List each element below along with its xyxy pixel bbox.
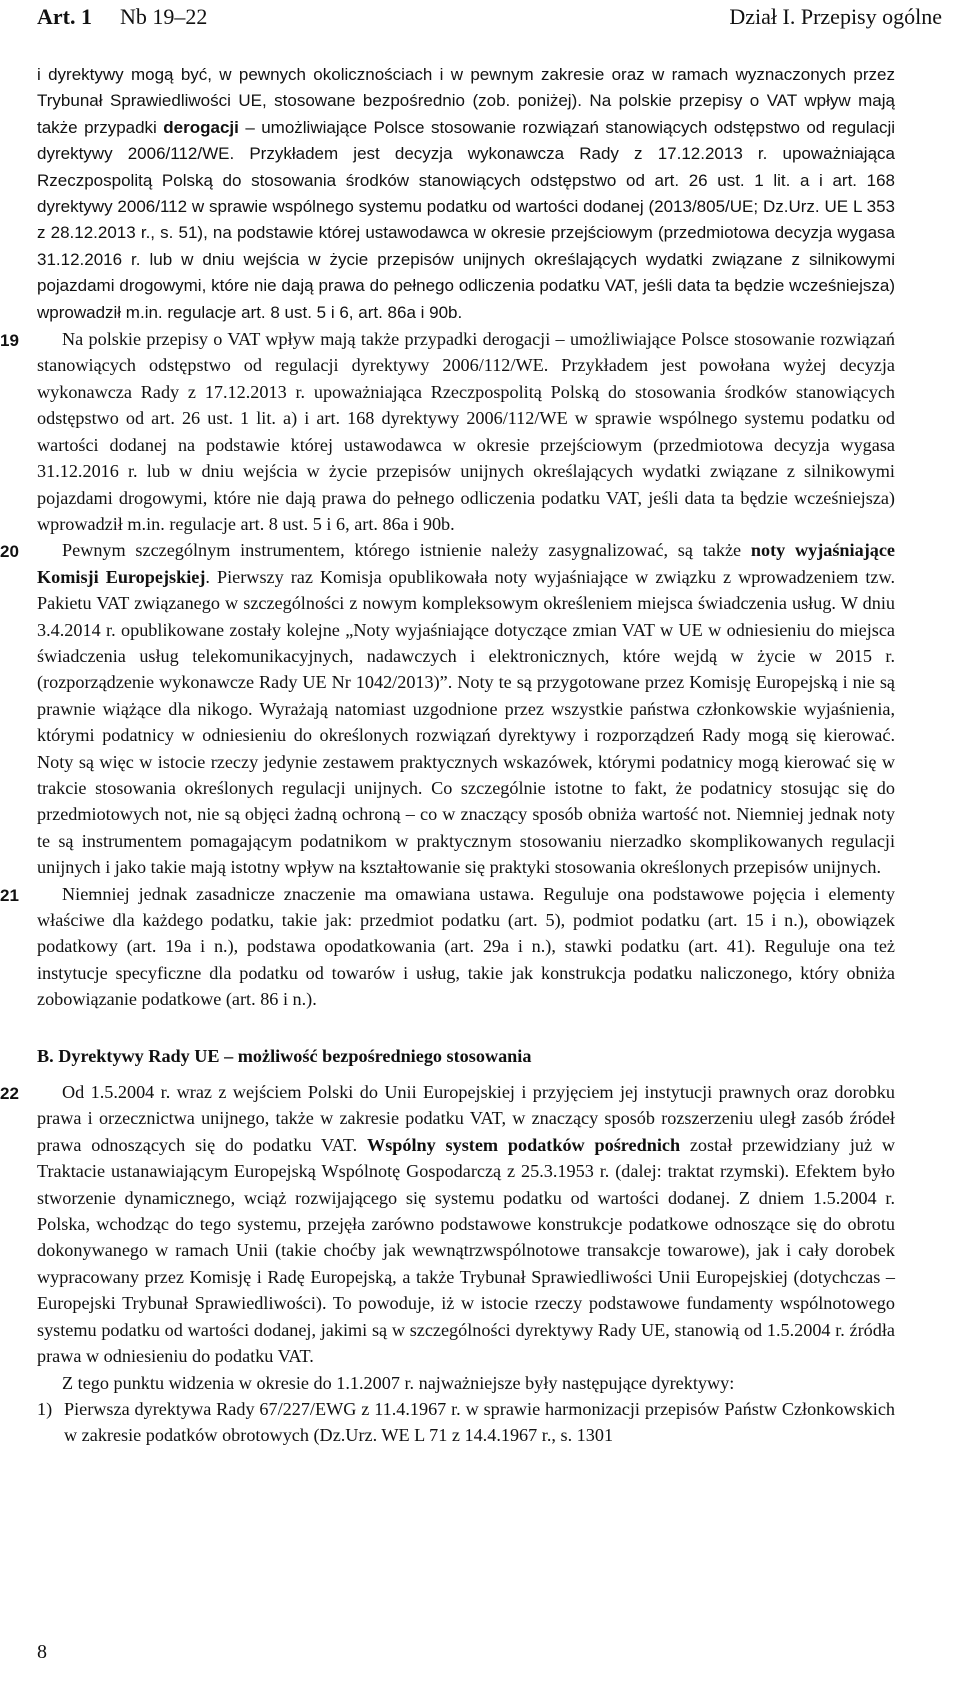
paragraph-22-list-intro: Z tego punktu widzenia w okresie do 1.1.2007 r. najważniejsze były następujące dyrektywy:	[62, 1372, 735, 1393]
page-number: 8	[37, 1641, 47, 1663]
intro-text-a: i dyrektywy mogą być, w pewnych okolicznościach i w pewnym zakresie oraz w ramach wyznaczonych przez Trybunał Sprawiedliwości UE, stosowane bezpośrednio (zob. poniżej). Na polskie przepisy o VAT wpływ mają także przypadki	[37, 65, 895, 137]
running-header	[0, 0, 960, 46]
intro-paragraph	[37, 62, 895, 326]
paragraph-20-text-a: Pewnym szczególnym instrumentem, którego istnienie należy zasygnalizować, są także	[62, 540, 751, 561]
intro-text-c: – umożliwiające Polsce stosowanie rozwiązań stanowiących odstępstwo od regulacji dyrektywy 2006/112/WE. Przykładem jest decyzja wykonawcza Rady z 17.12.2013 r. upoważniająca Rzeczpospolitą Polską do stosowania środków stanowiących odstępstwo od art. 26 ust. 1 lit. a i art. 168 dyrektywy 2006/112 w sprawie wspólnego systemu podatku od wartości dodanej (2013/805/UE; Dz.Urz. UE L 353 z 28.12.2013 r., s. 51), na podstawie której ustawodawca w okresie przejściowym (przedmiotowa decyzja wygasa 31.12.2016 r. lub w dniu wejścia w życie przepisów unijnych określających wydatki związane z silnikowymi pojazdami drogowymi, które nie dają prawa do pełnego odliczenia podatku VAT, jeśli data ta będzie wcześniejsza) wprowadził m.in. regulacje art. 8 ust. 5 i 6, art. 86a i 90b.	[37, 117, 895, 322]
paragraph-20-bold-noty: noty wyjaśniające Komisji Europejskiej	[37, 540, 895, 587]
paragraph-22-bold-system: Wspólny system podatków pośrednich	[367, 1134, 681, 1155]
header-section: Dział I. Przepisy ogólne	[729, 4, 942, 29]
paragraph-19-text: Na polskie przepisy o VAT wpływ mają także przypadki derogacji – umożliwiające Polsce stosowanie rozwiązań stanowiących odstępstwo od regulacji dyrektywy 2006/112/WE. Przykładem jest powołana wyżej decyzja wykonawcza Rady z 17.12.2013 r. upoważniająca Rzeczpospolitą Polską do stosowania środków stanowiących odstępstwo od art. 26 ust. 1 lit. a) i art. 168 dyrektywy 2006/112/WE w sprawie wspólnego systemu podatku od wartości dodanej na podstawie której ustawodawca w okresie przejściowym (przedmiotowa decyzja wygasa 31.12.2016 r. lub w dniu wejścia w życie przepisów unijnych określających wydatki związane z silnikowymi pojazdami drogowymi, które nie dają prawa do pełnego odliczenia podatku VAT, jeśli data ta będzie wcześniejsza) wprowadził m.in. regulacje art. 8 ust. 5 i 6, art. 86a i 90b.	[37, 329, 895, 534]
paragraph-22	[0, 1079, 895, 1369]
paragraph-21-text: Niemniej jednak zasadnicze znaczenie ma omawiana ustawa. Reguluje ona podstawowe pojęcia i elementy właściwe dla każdego podatku, takie jak: przedmiot podatku (art. 5), podmiot podatku (art. 15 i n.), obowiązek podatkowy (art. 19a i n.), podstawa opodatkowania (art. 29a i n.), stawki podatku (art. 41). Reguluje ona też instytucje specyficzne dla podatku od towarów i usług, takie jak konstrukcja podatku naliczonego, który obniża zobowiązanie podatkowe (art. 86 i n.).	[37, 883, 895, 1010]
margin-number-19: 19	[0, 331, 19, 351]
list-item	[37, 1396, 895, 1449]
paragraph-22-text-a: Od 1.5.2004 r. wraz z wejściem Polski do Unii Europejskiej i przyjęciem jej instytucji prawnych oraz dorobku prawa i orzecznictwa unijnego, także w zakresie podatku VAT, w znaczący sposób rozszerzeniu uległ zasób źródeł prawa odnoszących się do podatku VAT.	[37, 1082, 895, 1155]
list-item-number: 1)	[37, 1398, 53, 1419]
margin-number-20: 20	[0, 542, 19, 562]
paragraph-20	[0, 537, 895, 880]
paragraph-20-text-c: . Pierwszy raz Komisja opublikowała noty wyjaśniające w związku z wprowadzeniem tzw. Pakietu VAT związanego w szczególności z nowym kompleksowym określeniem miejsca świadczenia usług. W dniu 3.4.2014 r. opublikowane zostały kolejne „Noty wyjaśniające dotyczące zmian VAT w UE w odniesieniu do miejsca świadczenia usług telekomunikacyjnych, nadawczych i elektronicznych, które wejdą w życie w 2015 r. (rozporządzenie wykonawcze Rady UE Nr 1042/2013)”. Noty te są przygotowane przez Komisję Europejską i nie są prawnie wiążące dla nikogo. Wyrażają natomiast uzgodnione przez wszystkie państwa członkowskie wyjaśnienia, którymi podatnicy w odniesieniu do określonych rozwiązań dyrektywy i rozporządzeń Rady mogą się kierować. Noty są więc w istocie rzeczy jedynie zestawem praktycznych wskazówek, którymi podatnicy mogą kierować się w trakcie stosowania określonych regulacji unijnych. Co szczególnie istotne to fakt, że podatnicy stosując się do przedmiotowych not, nie są objęci żadną ochroną – co w znaczący sposób obniża wartość not. Niemniej jednak noty te są instrumentem pomagającym podatnikom w praktycznym stosowaniu nierzadko skomplikowanych regulacji unijnych i jako takie mają istotny wpływ na kształtowanie się praktyki stosowania określonych przepisów unijnych.	[37, 566, 895, 878]
paragraph-21	[0, 881, 895, 1013]
page-body	[0, 62, 895, 1449]
header-article: Art. 1	[37, 4, 92, 29]
section-heading-b: B. Dyrektywy Rady UE – możliwość bezpośredniego stosowania	[37, 1045, 532, 1066]
header-margin-numbers: Nb 19–22	[120, 4, 208, 29]
paragraph-22-text-c: został przewidziany już w Traktacie ustanawiającym Europejską Wspólnotę Gospodarczą z 25.3.1953 r. (dalej: traktat rzymski). Efektem było stworzenie dynamicznego, wciąż rozwijającego się systemu podatku od wartości dodanej. Z dniem 1.5.2004 r. Polska, wchodząc do tego systemu, przejęła zarówno podstawowe konstrukcje podatkowe odnoszące się do obrotu dokonywanego w ramach Unii (takie choćby jak wewnątrzwspólnotowe transakcje towarowe), jak i cały dorobek wypracowany przez Komisję i Radę Europejską, a także Trybunał Sprawiedliwości Unii Europejskiej (dotychczas – Europejski Trybunał Sprawiedliwości). To powoduje, iż w istocie rzeczy podstawowe fundamenty wspólnotowego systemu podatku od wartości dodanej, jakimi są w szczególności dyrektywy Rady UE, stanowią od 1.5.2004 r. źródła prawa w odniesieniu do podatku VAT.	[37, 1134, 895, 1367]
intro-bold-derogacji: derogacji	[163, 117, 239, 137]
margin-number-22: 22	[0, 1084, 19, 1104]
list-item-text: Pierwsza dyrektywa Rady 67/227/EWG z 11.4.1967 r. w sprawie harmonizacji przepisów Państw Członkowskich w zakresie podatków obrotowych (Dz.Urz. WE L 71 z 14.4.1967 r., s. 1301	[64, 1398, 895, 1446]
margin-number-21: 21	[0, 885, 19, 905]
paragraph-19	[0, 326, 895, 537]
